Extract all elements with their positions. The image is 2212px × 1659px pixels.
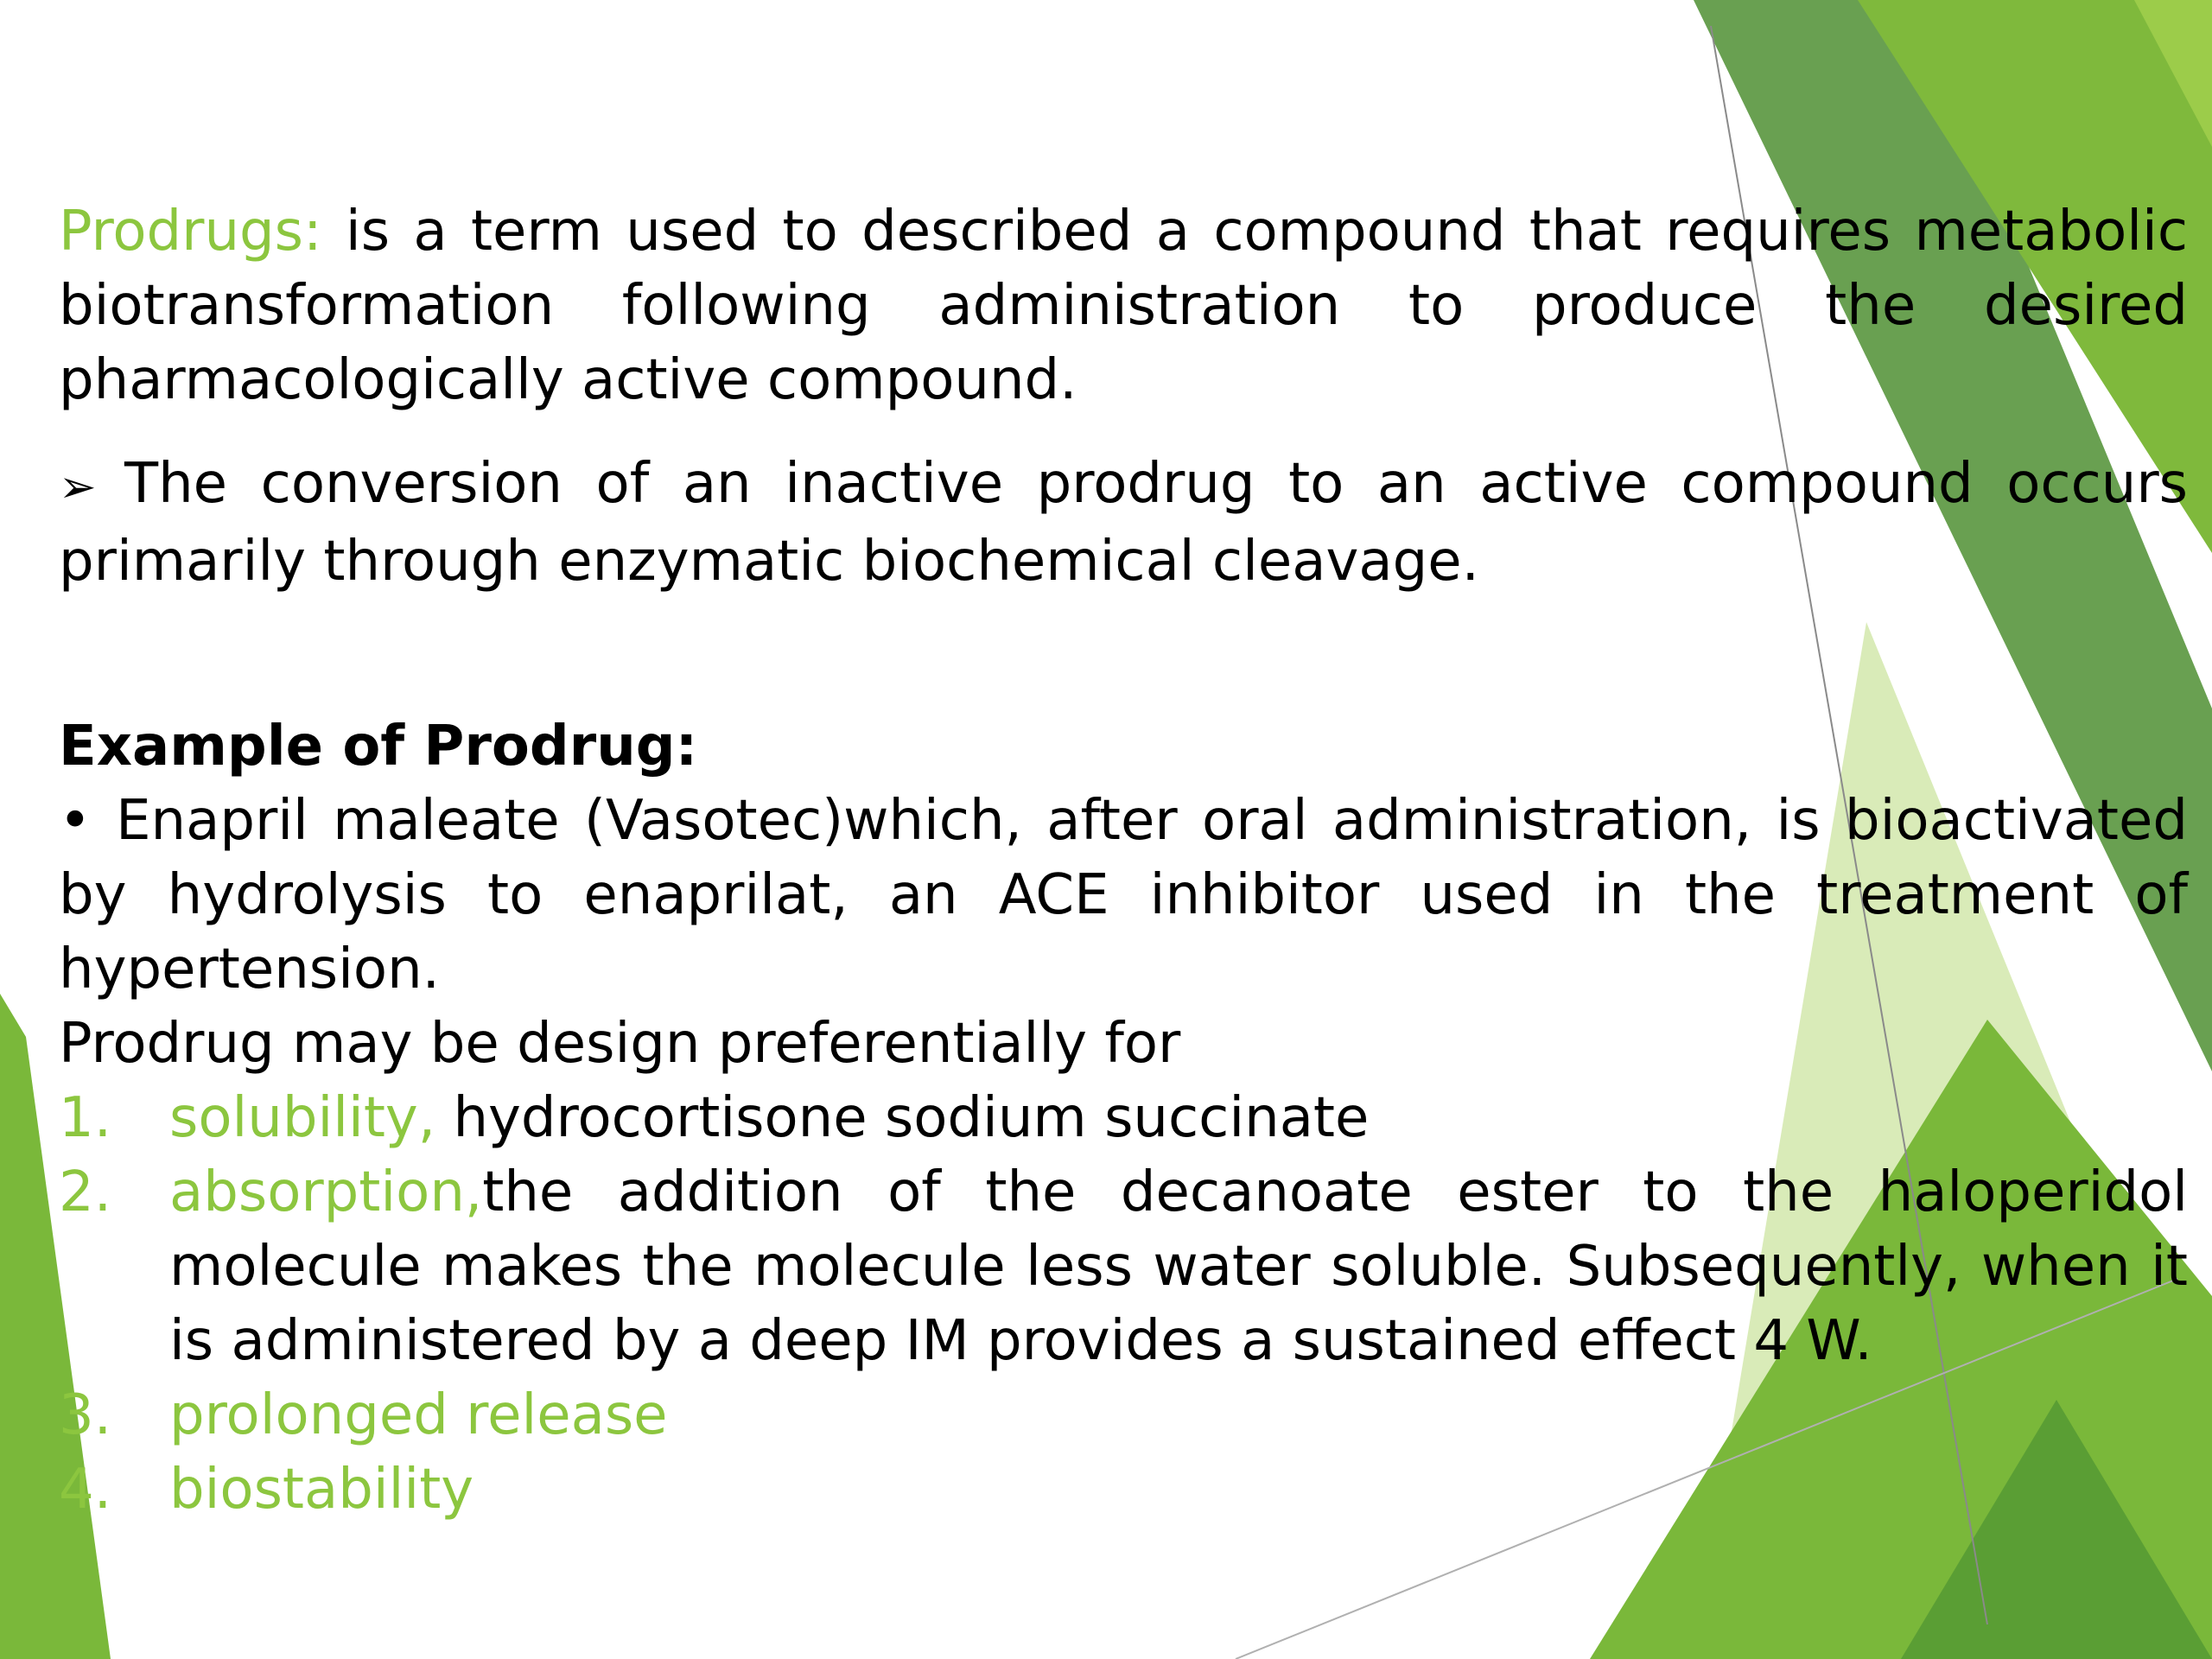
list-label: solubility, bbox=[169, 1086, 436, 1150]
example-heading: Example of Prodrug: bbox=[59, 715, 698, 779]
list-number: 1. bbox=[59, 1086, 112, 1150]
arrow-bullet-icon: ➢ bbox=[59, 461, 97, 513]
conversion-paragraph bbox=[59, 447, 2188, 599]
list-item bbox=[59, 1378, 2188, 1452]
definition-text: is a term used to described a compound that requires metabolic biotransformation following administration to produce the desired pharmacologically active compound. bbox=[59, 200, 2188, 412]
definition-paragraph bbox=[59, 194, 2188, 417]
slide-content bbox=[59, 194, 2188, 1527]
list-number: 3. bbox=[59, 1383, 112, 1447]
example-bullet: • Enapril maleate (Vasotec)which, after oral administration, is bioactivated by hydrolysis to enaprilat, an ACE inhibitor used in the treatment of hypertension. bbox=[59, 789, 2188, 1001]
list-text: the addition of the decanoate ester to the haloperidol molecule makes the molecule less water soluble. Subsequently, when it is administered by a deep IM provides a sustained effect 4 W. bbox=[169, 1160, 2188, 1373]
design-list bbox=[59, 1081, 2188, 1527]
list-label: prolonged release bbox=[169, 1383, 668, 1447]
list-item bbox=[59, 1155, 2188, 1378]
list-text: hydrocortisone sodium succinate bbox=[435, 1086, 1370, 1150]
list-item bbox=[59, 1081, 2188, 1155]
list-label: biostability bbox=[169, 1458, 474, 1522]
list-item bbox=[59, 1452, 2188, 1527]
conversion-text: The conversion of an inactive prodrug to an active compound occurs primarily through enzymatic biochemical cleavage. bbox=[59, 452, 2188, 594]
list-label: absorption, bbox=[169, 1160, 483, 1224]
list-number: 2. bbox=[59, 1160, 112, 1224]
design-intro: Prodrug may be design preferentially for bbox=[59, 1012, 1181, 1076]
list-number: 4. bbox=[59, 1458, 112, 1522]
definition-term: Prodrugs: bbox=[59, 200, 322, 264]
